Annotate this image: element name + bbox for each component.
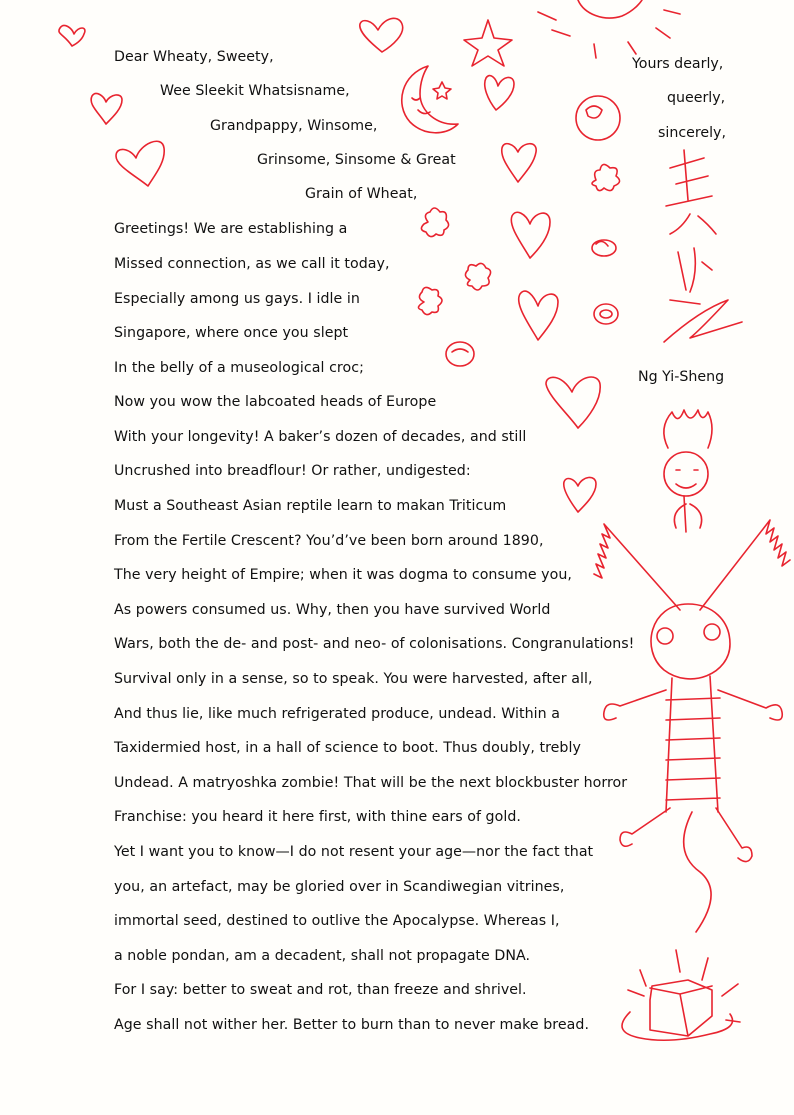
crocodile-figure-icon: [684, 812, 711, 932]
body-line: Greetings! We are establishing a: [114, 221, 348, 237]
closing-line: Yours dearly,: [632, 56, 724, 72]
body-line: Wars, both the de- and post- and neo- of colonisations. Congranulations!: [114, 636, 635, 652]
body-line: Taxidermied host, in a hall of science to boot. Thus doubly, trebly: [114, 740, 581, 756]
chinese-signature-icon: [666, 150, 716, 234]
body-line: And thus lie, like much refrigerated produce, undead. Within a: [114, 706, 560, 722]
flower-icon: [418, 287, 442, 314]
body-line: Especially among us gays. I idle in: [114, 291, 360, 307]
star-icon: [464, 20, 512, 66]
heart-icon: [546, 377, 600, 428]
crocodile-figure-icon: [664, 410, 712, 448]
crocodile-figure-icon: [604, 690, 783, 720]
crocodile-figure-icon: [666, 676, 720, 812]
body-line: With your longevity! A baker’s dozen of decades, and still: [114, 429, 527, 445]
star-icon: [433, 82, 451, 99]
ring-icon: [446, 342, 474, 366]
closing-line: queerly,: [667, 90, 726, 106]
heart-icon: [116, 141, 164, 186]
heart-icon: [511, 212, 550, 258]
body-line: For I say: better to sweat and rot, than freeze and shrivel.: [114, 982, 527, 998]
body-line: you, an artefact, may be gloried over in Scandiwegian vitrines,: [114, 879, 565, 895]
crocodile-figure-icon: [651, 604, 730, 679]
author-name: Ng Yi-Sheng: [638, 369, 725, 385]
body-line: From the Fertile Crescent? You’d’ve been born around 1890,: [114, 533, 544, 549]
salutation-line: Grain of Wheat,: [305, 186, 418, 202]
crocodile-figure-icon: [700, 520, 790, 610]
flower-icon: [465, 263, 490, 290]
crocodile-figure-icon: [676, 470, 698, 488]
body-line: Yet I want you to know—I do not resent your age—nor the fact that: [114, 844, 594, 860]
moon-face-icon: [412, 98, 430, 114]
flower-icon: [421, 208, 448, 237]
crocodile-figure-icon: [704, 624, 720, 640]
body-line: In the belly of a museological croc;: [114, 360, 364, 376]
body-line: Uncrushed into breadflour! Or rather, undigested:: [114, 463, 471, 479]
body-line: Undead. A matryoshka zombie! That will be the next blockbuster horror: [114, 775, 628, 791]
salutation-line: Dear Wheaty, Sweety,: [114, 49, 274, 65]
closing-line: sincerely,: [658, 125, 726, 141]
body-line: a noble pondan, am a decadent, shall not propagate DNA.: [114, 948, 531, 964]
body-line: Must a Southeast Asian reptile learn to makan Triticum: [114, 498, 507, 514]
ring-icon: [594, 304, 618, 324]
heart-icon: [502, 144, 536, 182]
heart-icon: [360, 18, 403, 52]
body-line: Survival only in a sense, so to speak. You were harvested, after all,: [114, 671, 593, 687]
body-line: immortal seed, destined to outlive the Apocalypse. Whereas I,: [114, 913, 560, 929]
flower-icon: [592, 164, 620, 190]
ring-icon: [576, 96, 620, 140]
crocodile-figure-icon: [657, 628, 673, 644]
body-line: As powers consumed us. Why, then you have survived World: [114, 602, 551, 618]
crocodile-figure-icon: [664, 452, 708, 496]
ring-icon: [592, 240, 616, 256]
moon-face-icon: [402, 66, 458, 133]
crocodile-figure-icon: [620, 808, 752, 862]
crocodile-figure-icon: [594, 524, 680, 610]
ring-icon: [452, 349, 468, 352]
salutation-line: Grinsome, Sinsome & Great: [257, 152, 456, 168]
body-line: Franchise: you heard it here first, with thine ears of gold.: [114, 809, 521, 825]
body-line: Age shall not wither her. Better to burn than to never make bread.: [114, 1017, 590, 1033]
bread-loaf-icon: [628, 950, 740, 1022]
bread-loaf-icon: [650, 980, 712, 1036]
salutation-line: Grandpappy, Winsome,: [210, 118, 378, 134]
heart-icon: [59, 26, 85, 46]
heart-icon: [564, 477, 596, 512]
body-line: Singapore, where once you slept: [114, 325, 349, 341]
chinese-signature-icon: [664, 300, 742, 342]
body-line: Missed connection, as we call it today,: [114, 256, 390, 272]
ring-icon: [600, 310, 612, 318]
heart-icon: [519, 291, 558, 340]
body-line: The very height of Empire; when it was dogma to consume you,: [114, 567, 572, 583]
sun-icon: [538, 10, 680, 58]
heart-icon: [485, 76, 514, 110]
sun-icon: [578, 0, 642, 18]
ring-icon: [596, 241, 608, 246]
heart-icon: [91, 94, 122, 124]
crocodile-figure-icon: [674, 496, 701, 532]
salutation-line: Wee Sleekit Whatsisname,: [160, 83, 350, 99]
ring-icon: [586, 106, 602, 118]
chinese-signature-icon: [670, 248, 712, 304]
bread-loaf-icon: [622, 1012, 733, 1040]
body-line: Now you wow the labcoated heads of Europe: [114, 394, 437, 410]
